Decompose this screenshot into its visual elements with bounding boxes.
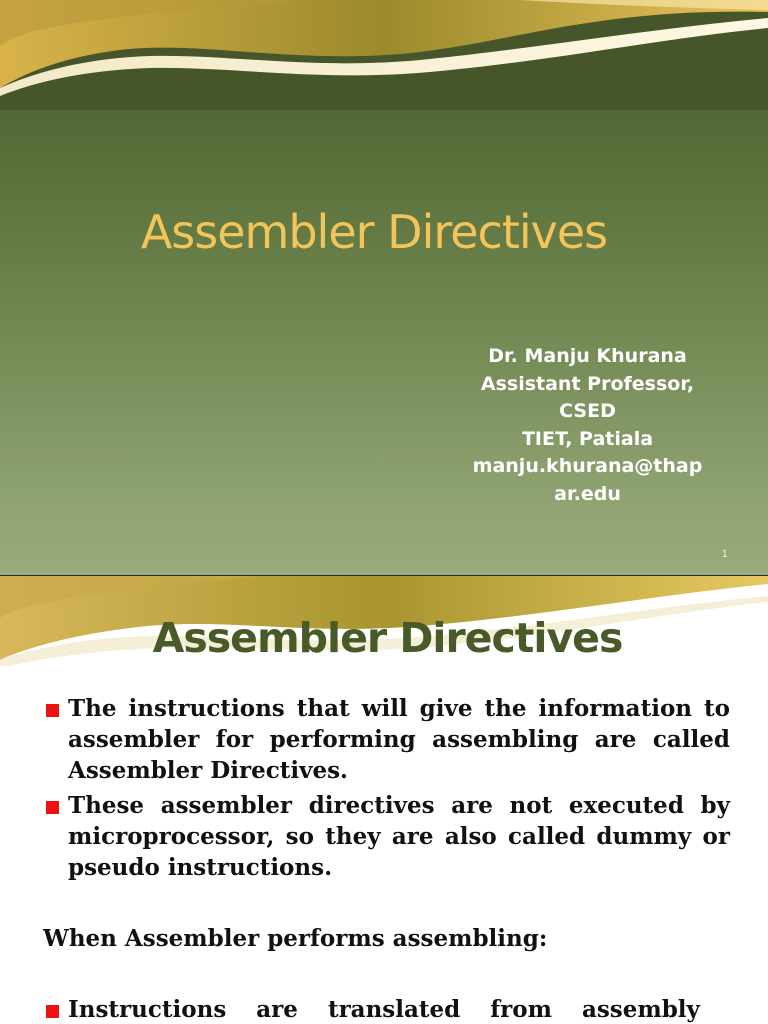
author-name: Dr. Manju Khurana	[488, 345, 687, 367]
bullet-text: Instructions are translated from assembly	[68, 996, 700, 1023]
decorative-swoosh	[0, 0, 768, 110]
bullet-square-icon	[46, 704, 59, 717]
list-item	[44, 790, 730, 883]
subheading: When Assembler performs assembling:	[43, 925, 548, 952]
author-email: manju.khurana@thap	[472, 455, 703, 477]
author-info	[455, 343, 720, 508]
list-item	[44, 693, 730, 786]
bullet-square-icon	[46, 1005, 59, 1018]
author-role: Assistant Professor,	[480, 372, 695, 395]
author-department: CSED	[559, 400, 616, 422]
author-institution: TIET, Patiala	[521, 427, 654, 450]
bullet-list	[44, 693, 730, 1024]
slide-number: 1	[721, 549, 728, 560]
slide-1-title: Assembler Directives	[140, 205, 608, 259]
bullet-text: These assembler directives are not executed by microprocessor, so they are also called dummy or pseudo instructions.	[68, 792, 730, 881]
list-item	[44, 994, 730, 1024]
slide-2	[0, 576, 768, 1024]
author-email-continued: ar.edu	[554, 482, 621, 505]
bullet-square-icon	[46, 801, 59, 814]
bullet-text: The instructions that will give the information to assembler for performing assembling are called Assembler Directives.	[68, 695, 730, 784]
slide-2-title: Assembler Directives	[152, 614, 623, 662]
